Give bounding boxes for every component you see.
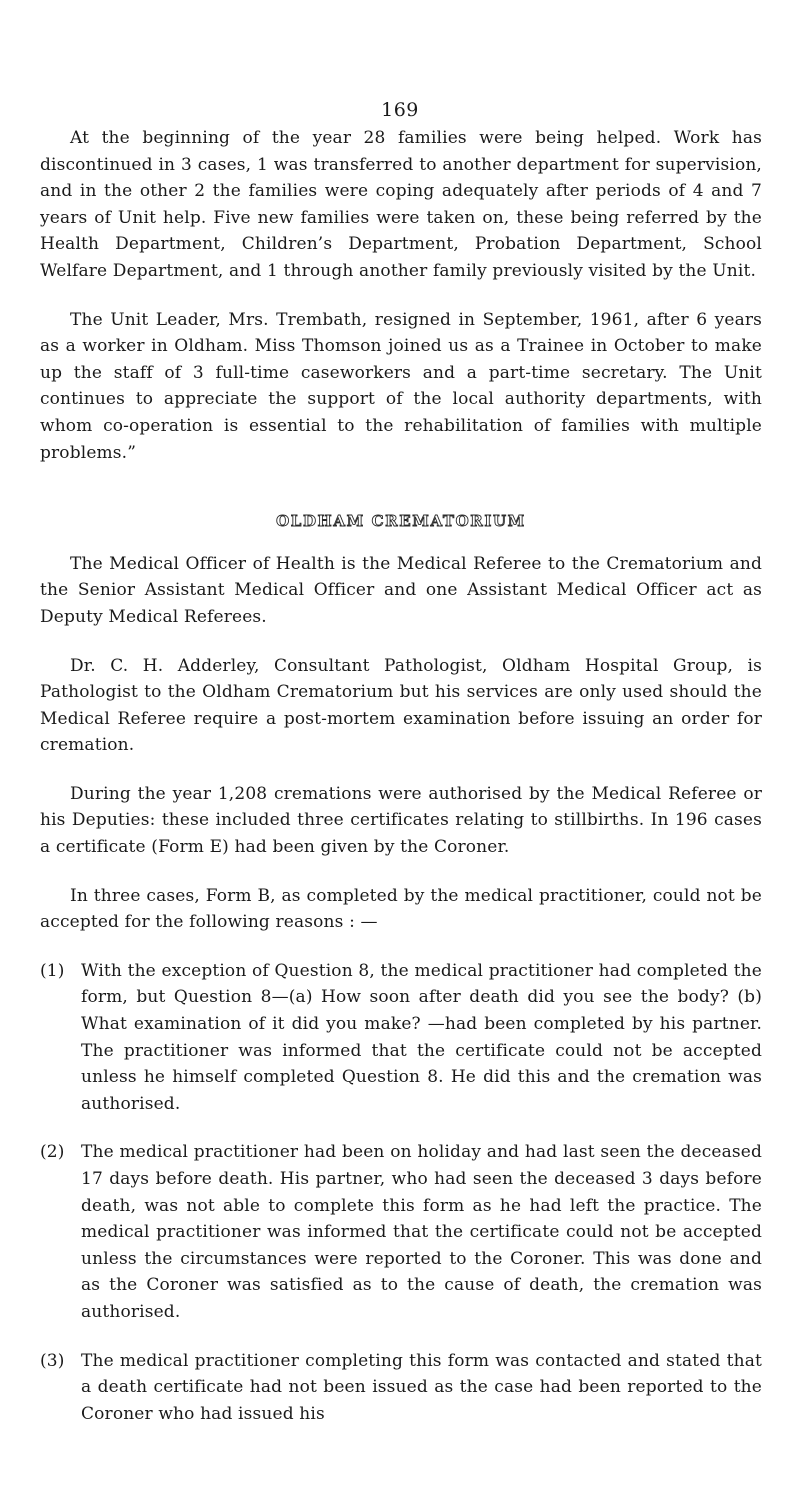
paragraph: The Unit Leader, Mrs. Trembath, resigned in September, 1961, after 6 years as a worker in Oldham. Miss Thomson joined us as a Trainee in October to make up the staff of 3 full-time caseworkers and a part-time secretary. The Unit continues to appreciate the support of the local authority departments, with whom co-operation is essential to the rehabilitation of families with multiple problems.” [40, 309, 762, 463]
list-item-text: With the exception of Question 8, the medical practitioner had completed the form, but Question 8—(a) How soon after death did you see the body? (b) What examination of it did you make? —had been completed by his partner. The practitioner was informed that the certificate could not be accepted unless he himself completed Question 8. He did this and the cremation was authorised. [81, 960, 762, 1114]
section-heading: OLDHAM CREMATORIUM [276, 512, 526, 531]
list-item [40, 1348, 762, 1428]
list-item-number: (2) [40, 1142, 65, 1163]
page-number: 169 [381, 99, 419, 121]
paragraph: Dr. C. H. Adderley, Consultant Pathologist, Oldham Hospital Group, is Pathologist to the Oldham Crematorium but his services are only used should the Medical Referee require a post-mortem examination before issuing an order for cremation. [40, 655, 762, 756]
paragraph: In three cases, Form B, as completed by the medical practitioner, could not be accepted for the following reasons : — [40, 885, 762, 933]
list-item-text: The medical practitioner had been on holiday and had last seen the deceased 17 days before death. His partner, who had seen the deceased 3 days before death, was not able to complete this form as he had left the practice. The medical practitioner was informed that the certificate could not be accepted unless the circumstances were reported to the Coroner. This was done and as the Coroner was satisfied as to the cause of death, the cremation was authorised. [81, 1142, 762, 1322]
list-item [40, 958, 762, 1118]
list-item-text: The medical practitioner completing this form was contacted and stated that a death certificate had not been issued as the case had been reported to the Coroner who had issued his [81, 1350, 762, 1424]
list-item-number: (3) [40, 1350, 65, 1371]
list-item-number: (1) [40, 960, 65, 981]
paragraph: At the beginning of the year 28 families were being helped. Work has discontinued in 3 cases, 1 was transferred to another department for supervision, and in the other 2 the families were coping adequately after periods of 4 and 7 years of Unit help. Five new families were taken on, these being referred by the Health Department, Children’s Department, Probation Department, School Welfare Department, and 1 through another family previously visited by the Unit. [40, 128, 762, 281]
page-body [40, 125, 762, 1449]
list-item [40, 1139, 762, 1325]
paragraph: During the year 1,208 cremations were authorised by the Medical Referee or his Deputies: these included three certificates relating to stillbirths. In 196 cases a certificate (Form E) had been given by the Coroner. [40, 783, 762, 858]
paragraph: The Medical Officer of Health is the Medical Referee to the Crematorium and the Senior Assistant Medical Officer and one Assistant Medical Officer act as Deputy Medical Referees. [40, 553, 762, 627]
